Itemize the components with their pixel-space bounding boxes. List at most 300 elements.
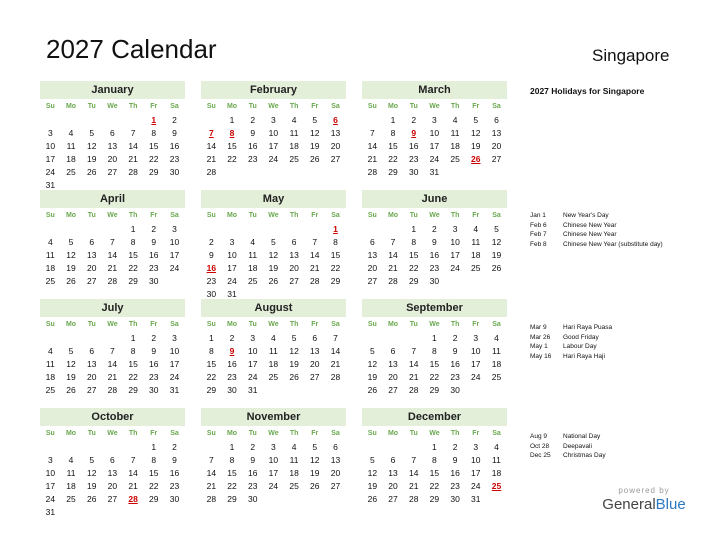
day-cell: 15 [206, 359, 217, 369]
day-cell: 18 [45, 372, 56, 382]
day-cell: 19 [310, 141, 320, 151]
empty-day-cell [486, 166, 507, 179]
weekday-label: We [107, 212, 118, 219]
day-cell: 25 [66, 494, 76, 504]
day-cell: 30 [408, 167, 419, 177]
empty-day-cell [445, 275, 466, 288]
day-cell: 11 [268, 346, 278, 356]
empty-day-cell [325, 493, 346, 506]
weekday-label: Mo [226, 321, 238, 328]
weekday-label: Th [128, 430, 138, 437]
day-cell: 7 [390, 237, 396, 247]
day-cell: 18 [66, 154, 76, 164]
weekday-label: We [429, 212, 440, 219]
holiday-name: New Year's Day [563, 212, 609, 219]
week-row [40, 275, 185, 288]
day-cell: 16 [149, 359, 159, 369]
day-cell: 2 [411, 115, 417, 125]
day-cell: 20 [388, 481, 398, 491]
day-cell: 25 [66, 167, 76, 177]
day-cell: 3 [172, 333, 177, 343]
day-cell: 8 [151, 128, 157, 138]
day-cell: 17 [247, 359, 258, 369]
month-header: August [201, 299, 346, 317]
week-row [40, 114, 185, 127]
page-title: 2027 Calendar [46, 34, 217, 64]
day-cell: 1 [432, 442, 437, 452]
week-row [40, 249, 185, 262]
day-cell: 23 [247, 481, 258, 491]
day-cell: 17 [471, 468, 481, 478]
day-cell: 17 [227, 263, 237, 273]
day-cell: 28 [107, 385, 118, 395]
day-cell: 11 [248, 250, 258, 260]
day-cell: 29 [429, 385, 440, 395]
day-cell: 20 [491, 141, 502, 151]
month-june [362, 190, 507, 288]
week-row [362, 371, 507, 384]
weekday-label: Sa [492, 212, 501, 219]
empty-day-cell [61, 506, 82, 519]
day-cell: 5 [369, 346, 375, 356]
day-cell: 28 [408, 494, 419, 504]
holiday-day-cell: 28 [128, 494, 138, 504]
day-cell: 1 [130, 224, 136, 234]
weekday-label: Su [367, 212, 377, 219]
day-cell: 23 [149, 372, 159, 382]
month-may [201, 190, 346, 301]
empty-day-cell [201, 114, 222, 127]
day-cell: 26 [66, 276, 76, 286]
day-cell: 8 [432, 455, 437, 465]
weekday-row [201, 427, 346, 441]
day-cell: 9 [452, 346, 458, 356]
week-row [40, 467, 185, 480]
empty-day-cell [486, 493, 507, 506]
weekday-row [40, 209, 185, 223]
empty-day-cell [61, 114, 82, 127]
weekday-label: Mo [65, 321, 77, 328]
empty-day-cell [403, 332, 424, 345]
week-row [362, 114, 507, 127]
holiday-name: Christmas Day [563, 452, 606, 459]
weekday-row [201, 318, 346, 332]
weekday-label: Mo [387, 321, 399, 328]
day-cell: 27 [388, 385, 398, 395]
day-cell: 22 [128, 372, 138, 382]
day-cell: 31 [227, 289, 237, 299]
weekday-label: Su [45, 430, 55, 437]
day-cell: 27 [289, 276, 299, 286]
day-cell: 17 [45, 481, 56, 491]
day-cell: 6 [89, 346, 95, 356]
weekday-label: Th [450, 212, 460, 219]
empty-day-cell [143, 506, 164, 519]
empty-day-cell [383, 441, 404, 454]
week-row [362, 493, 507, 506]
week-row [201, 166, 346, 179]
day-cell: 9 [250, 128, 256, 138]
day-cell: 26 [367, 494, 378, 504]
week-row [201, 441, 346, 454]
day-cell: 10 [247, 346, 258, 356]
day-cell: 15 [388, 141, 398, 151]
day-cell: 21 [107, 372, 118, 382]
holiday-item [530, 342, 705, 352]
day-cell: 12 [289, 346, 299, 356]
day-cell: 21 [408, 372, 419, 382]
brand-logo[interactable] [588, 486, 700, 513]
day-cell: 12 [491, 237, 502, 247]
weekday-row [362, 100, 507, 114]
day-cell: 21 [206, 154, 217, 164]
holiday-group [530, 211, 705, 249]
day-cell: 13 [491, 128, 502, 138]
day-cell: 4 [452, 115, 458, 125]
day-cell: 21 [330, 359, 341, 369]
holiday-day-cell: 7 [208, 128, 214, 138]
day-cell: 18 [471, 250, 481, 260]
empty-day-cell [81, 114, 102, 127]
day-cell: 24 [471, 481, 481, 491]
day-cell: 16 [149, 250, 159, 260]
month-header: June [362, 190, 507, 208]
day-cell: 10 [471, 346, 481, 356]
day-cell: 25 [45, 276, 56, 286]
empty-day-cell [81, 223, 102, 236]
day-cell: 11 [289, 128, 299, 138]
day-cell: 14 [310, 250, 320, 260]
empty-day-cell [201, 441, 222, 454]
day-cell: 27 [107, 167, 118, 177]
month-header: October [40, 408, 185, 426]
day-cell: 30 [450, 385, 460, 395]
day-cell: 28 [388, 276, 398, 286]
day-cell: 6 [291, 237, 297, 247]
weekday-label: Tu [248, 212, 257, 219]
empty-day-cell [242, 166, 263, 179]
empty-day-cell [81, 441, 102, 454]
week-row [40, 236, 185, 249]
day-cell: 15 [227, 141, 237, 151]
day-cell: 10 [268, 128, 279, 138]
holiday-item [530, 442, 705, 452]
day-cell: 15 [227, 468, 237, 478]
day-cell: 28 [310, 276, 320, 286]
day-cell: 14 [107, 250, 118, 260]
day-cell: 11 [66, 468, 76, 478]
weekday-label: Tu [87, 321, 96, 328]
day-cell: 7 [312, 237, 318, 247]
holiday-date: Feb 8 [530, 240, 547, 248]
day-cell: 6 [89, 237, 95, 247]
day-cell: 23 [450, 372, 460, 382]
day-cell: 19 [491, 250, 502, 260]
week-row [362, 454, 507, 467]
holiday-name: National Day [563, 433, 601, 440]
day-cell: 10 [450, 237, 460, 247]
empty-day-cell [486, 275, 507, 288]
weekday-label: Tu [409, 321, 418, 328]
holiday-item [530, 323, 705, 333]
week-row [362, 358, 507, 371]
weekday-label: Tu [248, 430, 257, 437]
day-cell: 29 [429, 494, 440, 504]
day-cell: 16 [247, 468, 258, 478]
day-cell: 4 [47, 346, 53, 356]
day-cell: 6 [390, 455, 396, 465]
week-row [40, 166, 185, 179]
day-cell: 22 [408, 263, 419, 273]
week-row [362, 166, 507, 179]
day-cell: 3 [432, 115, 437, 125]
empty-day-cell [81, 332, 102, 345]
weekday-label: Mo [226, 430, 238, 437]
month-header: November [201, 408, 346, 426]
day-cell: 12 [367, 468, 378, 478]
day-cell: 5 [68, 346, 74, 356]
month-november [201, 408, 346, 506]
weekday-label: Sa [170, 321, 179, 328]
day-cell: 10 [429, 128, 440, 138]
day-cell: 24 [268, 154, 279, 164]
brand-name-part2: Blue [655, 496, 686, 513]
day-cell: 24 [227, 276, 237, 286]
weekday-label: Mo [65, 103, 77, 110]
day-cell: 21 [206, 481, 217, 491]
day-cell: 1 [208, 333, 214, 343]
month-header: July [40, 299, 185, 317]
holiday-day-cell: 9 [411, 128, 417, 138]
day-cell: 9 [151, 346, 157, 356]
month-header: September [362, 299, 507, 317]
weekday-label: Tu [87, 212, 96, 219]
week-row [201, 114, 346, 127]
day-cell: 2 [172, 115, 177, 125]
month-header: May [201, 190, 346, 208]
day-cell: 14 [388, 250, 398, 260]
weekday-label: Fr [311, 212, 319, 219]
weekday-label: Su [206, 212, 216, 219]
day-cell: 19 [310, 468, 320, 478]
day-cell: 4 [250, 237, 256, 247]
day-cell: 18 [491, 359, 502, 369]
day-cell: 26 [491, 263, 502, 273]
empty-day-cell [263, 384, 284, 397]
day-cell: 10 [471, 455, 481, 465]
day-cell: 22 [330, 263, 341, 273]
day-cell: 31 [247, 385, 258, 395]
day-cell: 14 [408, 359, 419, 369]
weekday-label: Sa [492, 103, 501, 110]
holiday-group [530, 323, 705, 361]
day-cell: 11 [289, 455, 299, 465]
day-cell: 7 [130, 455, 136, 465]
day-cell: 3 [47, 455, 53, 465]
day-cell: 15 [330, 250, 341, 260]
weekday-label: Fr [311, 321, 319, 328]
day-cell: 29 [227, 494, 237, 504]
weekday-label: Tu [409, 212, 418, 219]
month-april [40, 190, 185, 288]
week-row [362, 262, 507, 275]
day-cell: 8 [130, 237, 136, 247]
day-cell: 13 [330, 455, 341, 465]
day-cell: 24 [471, 372, 481, 382]
day-cell: 15 [408, 250, 419, 260]
holiday-name: Chinese New Year (substitute day) [563, 240, 663, 248]
weekday-label: Sa [170, 430, 179, 437]
weekday-label: Mo [226, 212, 238, 219]
month-header: February [201, 81, 346, 99]
weekday-label: Th [128, 103, 138, 110]
day-cell: 28 [408, 385, 419, 395]
holiday-name: Deepavali [563, 442, 592, 450]
day-cell: 7 [333, 333, 338, 343]
day-cell: 16 [450, 468, 460, 478]
day-cell: 6 [369, 237, 375, 247]
day-cell: 19 [268, 263, 279, 273]
day-cell: 24 [169, 372, 180, 382]
day-cell: 26 [86, 494, 97, 504]
day-cell: 13 [107, 468, 118, 478]
day-cell: 9 [208, 250, 214, 260]
day-cell: 5 [89, 128, 95, 138]
day-cell: 21 [128, 481, 138, 491]
day-cell: 22 [227, 154, 237, 164]
empty-day-cell [102, 441, 123, 454]
day-cell: 5 [271, 237, 276, 247]
weekday-label: Fr [150, 321, 158, 328]
month-february [201, 81, 346, 179]
weekday-label: Su [45, 103, 55, 110]
weekday-label: Sa [170, 212, 179, 219]
day-cell: 7 [110, 346, 115, 356]
day-cell: 19 [471, 141, 481, 151]
empty-day-cell [304, 166, 325, 179]
day-cell: 2 [250, 442, 256, 452]
holiday-day-cell: 9 [229, 346, 235, 356]
empty-day-cell [61, 223, 82, 236]
week-row [40, 332, 185, 345]
day-cell: 20 [330, 141, 341, 151]
day-cell: 8 [390, 128, 396, 138]
day-cell: 1 [390, 115, 396, 125]
day-cell: 12 [86, 468, 97, 478]
day-cell: 17 [169, 250, 180, 260]
day-cell: 24 [450, 263, 460, 273]
weekday-label: Sa [492, 430, 501, 437]
day-cell: 2 [432, 224, 437, 234]
day-cell: 21 [408, 481, 419, 491]
week-row [201, 153, 346, 166]
weekday-label: Sa [170, 103, 179, 110]
empty-day-cell [362, 114, 383, 127]
day-cell: 20 [289, 263, 299, 273]
day-cell: 26 [86, 167, 97, 177]
week-row [40, 493, 185, 506]
day-cell: 24 [247, 372, 258, 382]
day-cell: 22 [429, 481, 440, 491]
holiday-item [530, 240, 705, 250]
day-cell: 13 [107, 141, 118, 151]
day-cell: 2 [151, 224, 157, 234]
empty-day-cell [383, 223, 404, 236]
week-row [362, 332, 507, 345]
day-cell: 14 [408, 468, 419, 478]
weekday-label: Tu [87, 430, 96, 437]
empty-day-cell [304, 223, 325, 236]
day-cell: 21 [367, 154, 378, 164]
day-cell: 1 [151, 442, 157, 452]
month-september [362, 299, 507, 397]
day-cell: 22 [429, 372, 440, 382]
holiday-day-cell: 6 [333, 115, 338, 125]
day-cell: 14 [206, 141, 217, 151]
empty-day-cell [222, 223, 243, 236]
empty-day-cell [123, 114, 144, 127]
day-cell: 19 [86, 481, 97, 491]
day-cell: 27 [367, 276, 378, 286]
day-cell: 20 [388, 372, 398, 382]
holiday-day-cell: 1 [151, 115, 157, 125]
day-cell: 15 [128, 359, 138, 369]
empty-day-cell [284, 223, 305, 236]
weekday-label: Th [450, 321, 460, 328]
day-cell: 16 [169, 468, 180, 478]
weekday-row [40, 100, 185, 114]
day-cell: 18 [268, 359, 279, 369]
day-cell: 5 [312, 442, 318, 452]
day-cell: 18 [491, 468, 502, 478]
day-cell: 3 [271, 115, 276, 125]
empty-day-cell [61, 332, 82, 345]
week-row [40, 506, 185, 519]
empty-day-cell [284, 384, 305, 397]
day-cell: 19 [289, 359, 299, 369]
week-row [201, 345, 346, 358]
weekday-label: Fr [472, 212, 480, 219]
week-row [40, 441, 185, 454]
weekday-row [40, 318, 185, 332]
day-cell: 12 [310, 455, 320, 465]
day-cell: 12 [66, 359, 76, 369]
brand-powered-text: powered by [618, 486, 670, 495]
day-cell: 3 [473, 442, 479, 452]
weekday-label: Th [450, 430, 460, 437]
week-row [201, 223, 346, 236]
empty-day-cell [201, 223, 222, 236]
holiday-day-cell: 26 [471, 154, 481, 164]
week-row [362, 441, 507, 454]
day-cell: 9 [151, 237, 157, 247]
day-cell: 20 [310, 359, 320, 369]
weekday-label: Su [45, 321, 55, 328]
day-cell: 7 [411, 455, 417, 465]
day-cell: 11 [492, 455, 501, 465]
empty-day-cell [325, 384, 346, 397]
day-cell: 31 [429, 167, 440, 177]
day-cell: 29 [206, 385, 217, 395]
week-row [362, 249, 507, 262]
day-cell: 9 [172, 455, 177, 465]
week-row [201, 454, 346, 467]
day-cell: 12 [86, 141, 97, 151]
holiday-day-cell: 25 [491, 481, 502, 491]
empty-day-cell [164, 275, 185, 288]
empty-day-cell [465, 384, 486, 397]
weekday-label: Th [289, 103, 299, 110]
